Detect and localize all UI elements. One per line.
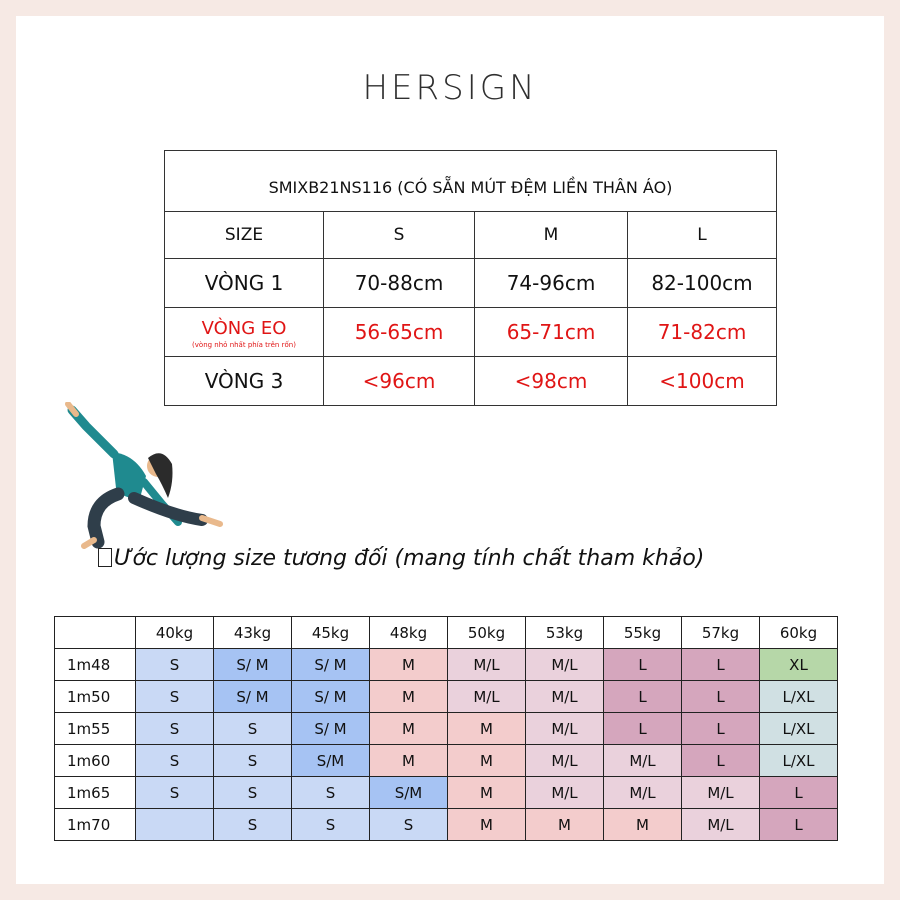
height-label: 1m55 bbox=[55, 713, 136, 745]
height-label: 1m50 bbox=[55, 681, 136, 713]
size-cell: M bbox=[370, 681, 448, 713]
size-cell: S bbox=[136, 745, 214, 777]
weight-header: 57kg bbox=[682, 617, 760, 649]
size-cell: L/XL bbox=[760, 681, 838, 713]
weight-header: 60kg bbox=[760, 617, 838, 649]
cell-value: 65-71cm bbox=[475, 308, 628, 357]
size-header-l: L bbox=[628, 212, 777, 259]
size-cell: L/XL bbox=[760, 713, 838, 745]
grid-row bbox=[55, 713, 838, 745]
size-chart-card bbox=[16, 16, 884, 884]
size-cell: M/L bbox=[448, 649, 526, 681]
size-cell: M/L bbox=[682, 777, 760, 809]
estimate-heading-text: Ước lượng size tương đối (mang tính chất tham khảo) bbox=[114, 546, 705, 571]
size-cell: S bbox=[292, 777, 370, 809]
weight-header: 55kg bbox=[604, 617, 682, 649]
weight-header: 48kg bbox=[370, 617, 448, 649]
row-label-vong-eo bbox=[165, 308, 324, 357]
cell-value: <96cm bbox=[324, 357, 475, 406]
size-cell: S/ M bbox=[214, 649, 292, 681]
size-cell: M bbox=[448, 713, 526, 745]
checkbox-glyph-icon bbox=[98, 548, 112, 567]
size-cell: M bbox=[526, 809, 604, 841]
weight-header: 43kg bbox=[214, 617, 292, 649]
size-cell: S/ M bbox=[214, 681, 292, 713]
size-cell: L bbox=[604, 649, 682, 681]
size-cell: M bbox=[448, 809, 526, 841]
size-cell: S bbox=[136, 777, 214, 809]
size-cell: L bbox=[682, 681, 760, 713]
row-label-vong1: VÒNG 1 bbox=[165, 259, 324, 308]
size-cell: L bbox=[682, 745, 760, 777]
size-cell: M/L bbox=[526, 777, 604, 809]
height-label: 1m70 bbox=[55, 809, 136, 841]
size-cell: S bbox=[214, 777, 292, 809]
grid-row bbox=[55, 777, 838, 809]
cell-value: <100cm bbox=[628, 357, 777, 406]
size-cell: S/M bbox=[370, 777, 448, 809]
size-header-label: SIZE bbox=[165, 212, 324, 259]
size-cell: M/L bbox=[682, 809, 760, 841]
grid-corner bbox=[55, 617, 136, 649]
size-cell: S/ M bbox=[292, 681, 370, 713]
estimate-heading bbox=[98, 546, 858, 571]
grid-row bbox=[55, 681, 838, 713]
size-cell: S bbox=[214, 745, 292, 777]
size-cell: L bbox=[604, 681, 682, 713]
size-cell: M/L bbox=[526, 649, 604, 681]
size-cell: M bbox=[448, 777, 526, 809]
size-cell: M/L bbox=[604, 777, 682, 809]
height-label: 1m65 bbox=[55, 777, 136, 809]
size-cell: M bbox=[370, 649, 448, 681]
size-cell: S bbox=[214, 713, 292, 745]
grid-row bbox=[55, 809, 838, 841]
size-cell: S/ M bbox=[292, 713, 370, 745]
weight-height-grid bbox=[54, 616, 838, 841]
size-cell: M/L bbox=[604, 745, 682, 777]
size-cell: M/L bbox=[526, 713, 604, 745]
size-cell: M/L bbox=[448, 681, 526, 713]
height-label: 1m48 bbox=[55, 649, 136, 681]
size-cell: S bbox=[214, 809, 292, 841]
size-cell: M bbox=[604, 809, 682, 841]
size-cell: L bbox=[682, 713, 760, 745]
size-cell: S/ M bbox=[292, 649, 370, 681]
grid-row bbox=[55, 649, 838, 681]
cell-value: 70-88cm bbox=[324, 259, 475, 308]
size-cell: L bbox=[682, 649, 760, 681]
size-header-s: S bbox=[324, 212, 475, 259]
cell-value: 71-82cm bbox=[628, 308, 777, 357]
size-table bbox=[164, 150, 777, 406]
yoga-pose-illustration bbox=[64, 402, 234, 552]
cell-value: 82-100cm bbox=[628, 259, 777, 308]
size-cell: XL bbox=[760, 649, 838, 681]
waist-note: (vòng nhỏ nhất phía trên rốn) bbox=[192, 341, 296, 349]
weight-header: 40kg bbox=[136, 617, 214, 649]
size-cell: M/L bbox=[526, 681, 604, 713]
weight-header: 50kg bbox=[448, 617, 526, 649]
grid-row bbox=[55, 745, 838, 777]
size-cell: M bbox=[370, 745, 448, 777]
product-code: SMIXB21NS116 (CÓ SẴN MÚT ĐỆM LIỀN THÂN ÁO) bbox=[165, 151, 777, 212]
weight-header: 53kg bbox=[526, 617, 604, 649]
size-cell: M bbox=[370, 713, 448, 745]
size-cell: M bbox=[448, 745, 526, 777]
size-cell: M/L bbox=[526, 745, 604, 777]
size-cell: S bbox=[370, 809, 448, 841]
cell-value: 74-96cm bbox=[475, 259, 628, 308]
size-cell: S bbox=[292, 809, 370, 841]
size-cell: S bbox=[136, 649, 214, 681]
size-cell: S bbox=[136, 713, 214, 745]
size-cell bbox=[136, 809, 214, 841]
cell-value: 56-65cm bbox=[324, 308, 475, 357]
waist-label: VÒNG EO bbox=[201, 318, 287, 339]
size-header-m: M bbox=[475, 212, 628, 259]
size-cell: S bbox=[136, 681, 214, 713]
size-cell: L/XL bbox=[760, 745, 838, 777]
size-cell: L bbox=[760, 777, 838, 809]
brand-logo: HERSIGN bbox=[362, 68, 538, 108]
height-label: 1m60 bbox=[55, 745, 136, 777]
row-label-vong3: VÒNG 3 bbox=[165, 357, 324, 406]
cell-value: <98cm bbox=[475, 357, 628, 406]
size-cell: L bbox=[604, 713, 682, 745]
weight-header: 45kg bbox=[292, 617, 370, 649]
size-cell: L bbox=[760, 809, 838, 841]
size-cell: S/M bbox=[292, 745, 370, 777]
